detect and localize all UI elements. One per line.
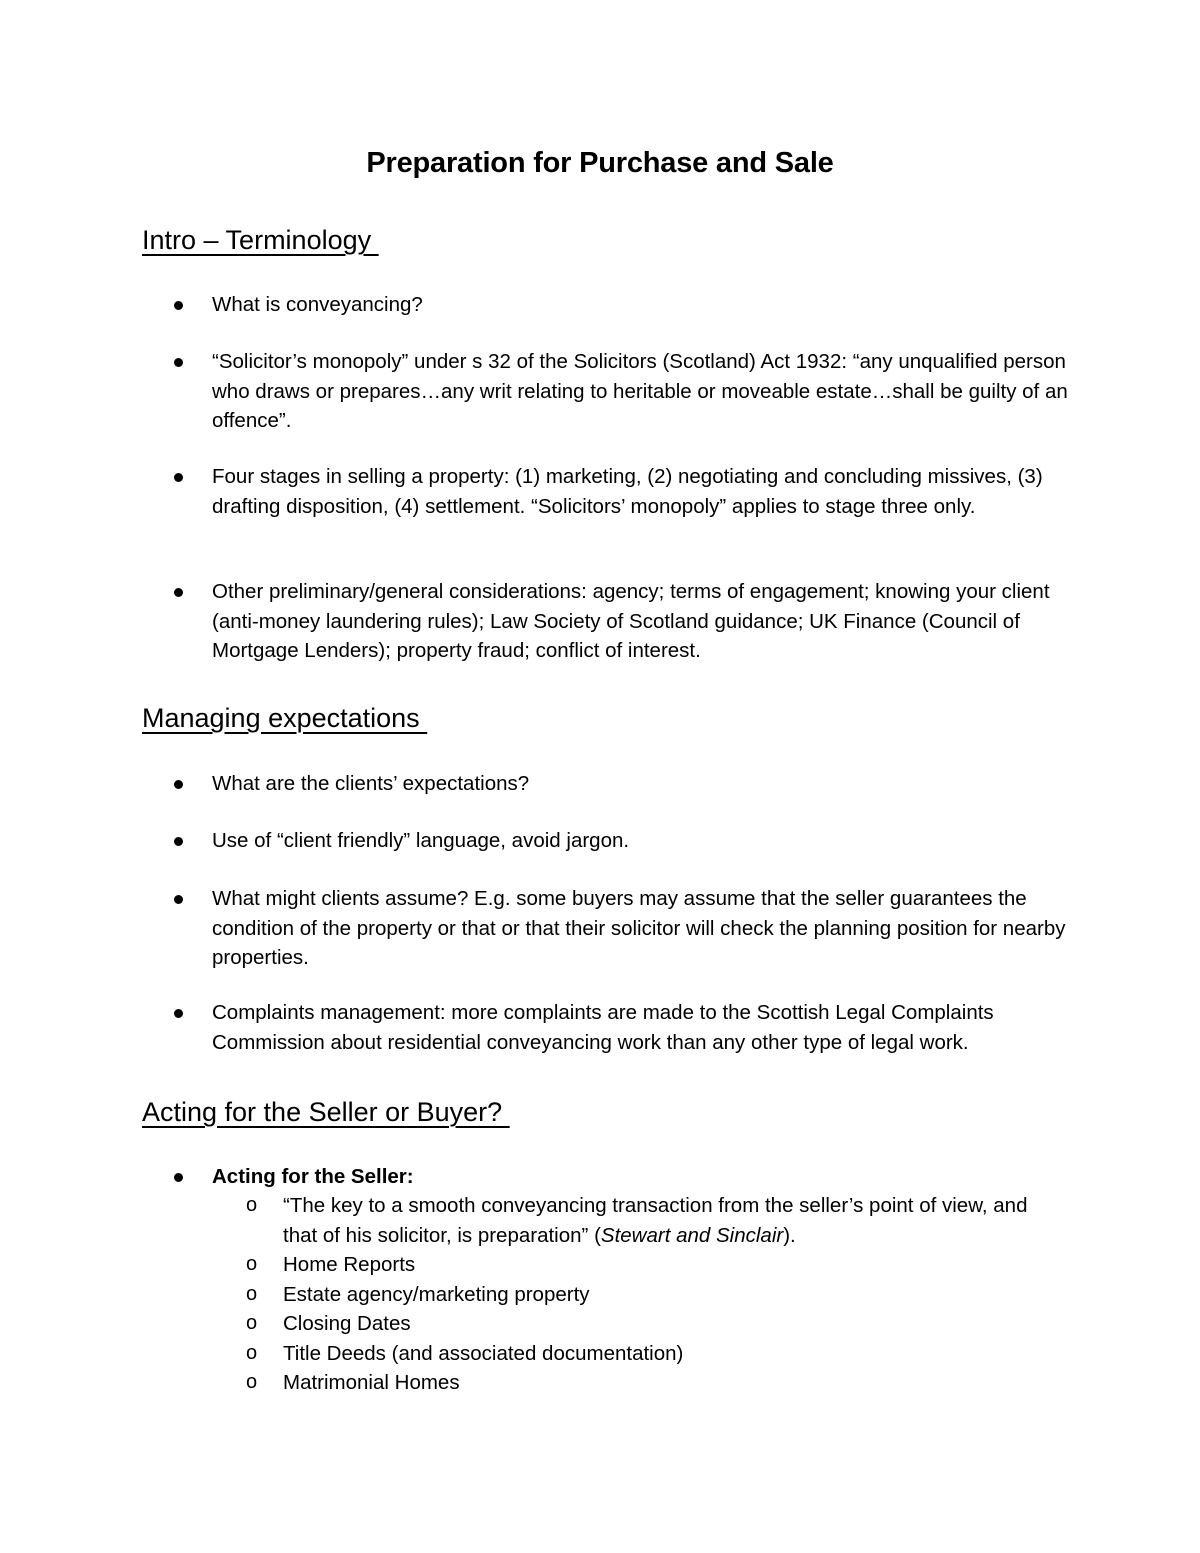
list-item: Use of “client friendly” language, avoid jargon. <box>212 826 1072 856</box>
section-heading-intro-terminology: Intro – Terminology <box>142 225 379 255</box>
sub-bullet-marker: o <box>246 1371 258 1393</box>
sub-list-item: Matrimonial Homes <box>283 1371 460 1394</box>
section-heading-acting-for-seller-or-buyer: Acting for the Seller or Buyer? <box>142 1097 510 1127</box>
sub-bullet-marker: o <box>246 1283 258 1305</box>
citation: Stewart and Sinclair <box>600 1223 784 1247</box>
sub-bullet-marker: o <box>246 1342 258 1364</box>
list-item: Complaints management: more complaints are made to the Scottish Legal Complaints Commission about residential conveyancing work than any other type of legal work. <box>212 998 1072 1057</box>
sub-list-item: Title Deeds (and associated documentation) <box>283 1342 684 1365</box>
sub-list-item-preparation-quote <box>283 1191 1063 1250</box>
sub-list-item: Closing Dates <box>283 1312 411 1335</box>
list-item: Four stages in selling a property: (1) marketing, (2) negotiating and concluding missives, (3) drafting disposition, (4) settlement. “Solicitors’ monopoly” applies to stage three only. <box>212 462 1072 521</box>
section-heading-managing-expectations: Managing expectations <box>142 703 428 733</box>
sub-bullet-marker: o <box>246 1312 258 1334</box>
list-item: “Solicitor’s monopoly” under s 32 of the Solicitors (Scotland) Act 1932: “any unqualified person who draws or prepares…any writ relating to heritable or moveable estate…shall be guilty of an offence”. <box>212 347 1072 436</box>
sub-bullet-marker: o <box>246 1194 258 1216</box>
list-item-acting-for-seller: Acting for the Seller: <box>212 1162 1072 1192</box>
page-title: Preparation for Purchase and Sale <box>366 147 834 179</box>
list-item: What is conveyancing? <box>212 290 1072 320</box>
quote-text: “The key to a smooth conveyancing transaction from the seller’s point of view, and that of his solicitor, is preparation” ( <box>283 1194 1028 1247</box>
list-item: What are the clients’ expectations? <box>212 769 1072 799</box>
sub-list-item: Home Reports <box>283 1253 416 1276</box>
sub-list-item: Estate agency/marketing property <box>283 1283 590 1306</box>
quote-text-end: ). <box>783 1223 796 1247</box>
list-item: Other preliminary/general considerations: agency; terms of engagement; knowing your client (anti-money laundering rules); Law Society of Scotland guidance; UK Finance (Council of Mortgage Lenders); property fraud; conflict of interest. <box>212 577 1072 666</box>
sub-bullet-marker: o <box>246 1253 258 1275</box>
list-item: What might clients assume? E.g. some buyers may assume that the seller guarantees the condition of the property or that or that their solicitor will check the planning position for nearby properties. <box>212 884 1072 973</box>
